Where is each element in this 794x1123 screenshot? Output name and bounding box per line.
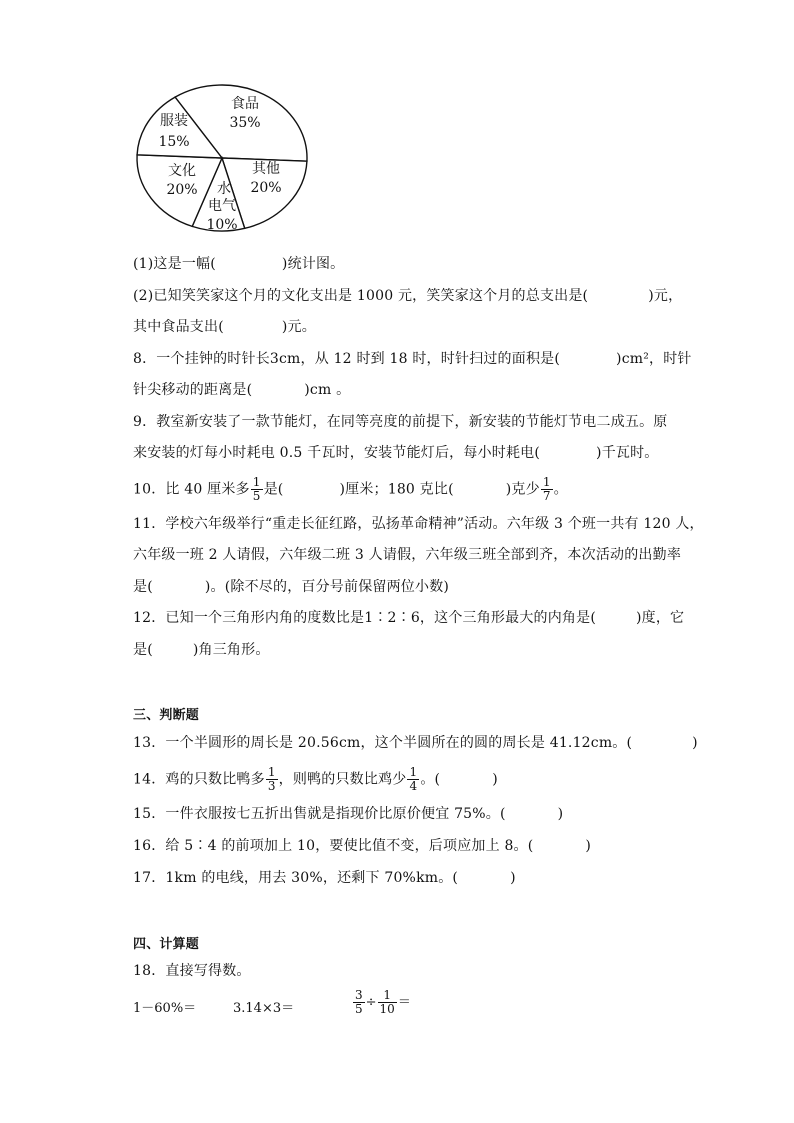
q10-fraction-1-den: 5 xyxy=(252,489,261,503)
q10-fraction-2-num: 1 xyxy=(542,475,551,489)
q18-fraction-1-num: 3 xyxy=(355,988,363,1002)
slice-percent-utilities: 10% xyxy=(206,217,238,233)
q10-text-a: 10．比 40 厘米多 xyxy=(133,481,250,498)
q18-fraction-1 xyxy=(353,989,365,1016)
q11-text-a: 11．学校六年级举行“重走长征红路，弘扬革命精神”活动。六年级 3 个班一共有 120 人， xyxy=(133,516,704,532)
q13-text: 13．一个半圆形的周长是 20.56cm，这个半圆所在的圆的周长是 41.12cm。( xyxy=(133,735,633,751)
q8-text-c: 针尖移动的距离是( xyxy=(133,382,253,398)
q11-text-d: )。(除不尽的，百分号前保留两位小数) xyxy=(204,579,450,595)
q17-close: ) xyxy=(510,870,516,886)
q10-fraction-2 xyxy=(541,476,553,503)
q18-fraction-2-num: 1 xyxy=(378,989,397,1003)
q10-fraction-1 xyxy=(251,476,263,503)
q14-text-a: 14．鸡的只数比鸭多 xyxy=(133,771,265,788)
slice-percent-culture: 20% xyxy=(166,182,198,198)
q7-part1 xyxy=(133,254,344,274)
q15-text: 15．一件衣服按七五折出售就是指现价比原价便宜 75%。( xyxy=(133,806,506,822)
q15-line xyxy=(133,804,563,824)
q14-text-c: 。( xyxy=(420,771,441,788)
slice-label-other: 其他 xyxy=(252,161,280,177)
q14-close: ) xyxy=(492,771,498,788)
q9-text-b: 来安装的灯每小时耗电 0.5 千瓦时，安装节能灯后，每小时耗电( xyxy=(133,445,541,461)
q14-fraction-1-num: 1 xyxy=(267,765,276,779)
slice-label-food: 食品 xyxy=(231,96,259,112)
q8-text-b: )cm²，时针 xyxy=(616,351,692,367)
q11-line1 xyxy=(133,514,704,534)
q15-close: ) xyxy=(557,806,564,822)
slice-label-utilities-line2: 电气 xyxy=(208,198,236,214)
q7-part1-end: )统计图。 xyxy=(281,256,345,272)
q16-text: 16．给 5∶4 的前项加上 10，要使比值不变，后项应加上 8。( xyxy=(133,838,534,854)
q8-text-a: 8．一个挂钟的时针长3cm，从 12 时到 18 时，时针扫过的面积是( xyxy=(133,351,561,367)
q9-line1 xyxy=(133,412,668,432)
q11-line3 xyxy=(133,577,449,597)
q10-fraction-2-den: 7 xyxy=(542,489,551,503)
q14-fraction-1-den: 3 xyxy=(267,779,276,793)
q7-part2-end: )元， xyxy=(648,288,683,304)
q10-text-e: 。 xyxy=(553,481,568,498)
q14-fraction-2-num: 1 xyxy=(409,765,418,779)
q11-line2 xyxy=(133,545,681,565)
q7-part3-text: 其中食品支出( xyxy=(133,319,224,335)
section-judgment-heading: 三、判断题 xyxy=(133,708,200,723)
q14-text-b: ，则鸭的只数比鸡少 xyxy=(278,771,407,788)
q7-part3 xyxy=(133,317,316,337)
q8-line2 xyxy=(133,380,350,400)
slice-percent-food: 35% xyxy=(229,115,261,131)
q8-line1 xyxy=(133,349,692,369)
q18-fraction-2 xyxy=(378,989,397,1016)
pie-chart xyxy=(130,80,320,240)
q18-fraction-1-den: 5 xyxy=(355,1002,363,1016)
q14-line xyxy=(133,766,498,793)
q18-expression-2: 3.14×3＝ xyxy=(233,1001,295,1016)
q13-line xyxy=(133,733,698,753)
q10-fraction-1-num: 1 xyxy=(252,475,261,489)
q10-text-b: 是( xyxy=(263,481,284,498)
q10-text-c: )厘米；180 克比( xyxy=(339,481,454,498)
q10-text-d: )克少 xyxy=(505,481,540,498)
q18-expression-3 xyxy=(352,989,411,1016)
slice-label-culture: 文化 xyxy=(168,163,196,179)
q7-part1-text: (1)这是一幅( xyxy=(133,256,216,272)
section-calculation-heading: 四、计算题 xyxy=(133,937,200,952)
q18-expression-1: 1－60%＝ xyxy=(133,1001,197,1016)
q18-title xyxy=(133,961,251,981)
slice-percent-clothing: 15% xyxy=(158,134,190,150)
q7-part2 xyxy=(133,286,682,306)
q9-line2 xyxy=(133,443,659,463)
q12-text-a: 12．已知一个三角形内角的度数比是1∶2∶6，这个三角形最大的内角是( xyxy=(133,610,596,626)
q9-text-c: )千瓦时。 xyxy=(596,445,659,461)
q16-close: ) xyxy=(585,838,592,854)
q14-fraction-1 xyxy=(266,766,278,793)
q12-line2 xyxy=(133,640,270,660)
q14-fraction-2 xyxy=(407,766,419,793)
slice-label-clothing: 服装 xyxy=(160,113,188,129)
q7-part3-end: )元。 xyxy=(281,319,316,335)
q12-text-b: )度，它 xyxy=(636,610,685,626)
q14-fraction-2-den: 4 xyxy=(409,779,418,793)
q12-line1 xyxy=(133,608,684,628)
q16-line xyxy=(133,836,591,856)
slice-label-utilities-line1: 水 xyxy=(217,181,231,197)
slice-percent-other: 20% xyxy=(250,180,282,196)
q7-part2-text: (2)已知笑笑家这个月的文化支出是 1000 元，笑笑家这个月的总支出是( xyxy=(133,288,589,304)
q18-equals-sign: ＝ xyxy=(397,995,411,1010)
q11-text-b: 六年级一班 2 人请假，六年级二班 3 人请假，六年级三班全部到齐，本次活动的出勤率 xyxy=(133,547,682,563)
q18-title-text: 18．直接写得数。 xyxy=(133,963,251,979)
q13-close: ) xyxy=(692,735,698,751)
q11-text-c: 是( xyxy=(133,579,153,595)
q8-text-d: )cm 。 xyxy=(304,382,351,398)
q9-text-a: 9．教室新安装了一款节能灯，在同等亮度的前提下，新安装的节能灯节电二成五。原 xyxy=(133,414,668,430)
q12-text-d: )角三角形。 xyxy=(192,642,270,658)
q10-line xyxy=(133,476,568,503)
q18-divide-sign: ÷ xyxy=(365,995,377,1010)
q12-text-c: 是( xyxy=(133,642,153,658)
q18-fraction-2-den: 10 xyxy=(379,1002,395,1016)
q17-text: 17．1km 的电线，用去 30%，还剩下 70%km。( xyxy=(133,870,459,886)
q17-line xyxy=(133,868,516,888)
